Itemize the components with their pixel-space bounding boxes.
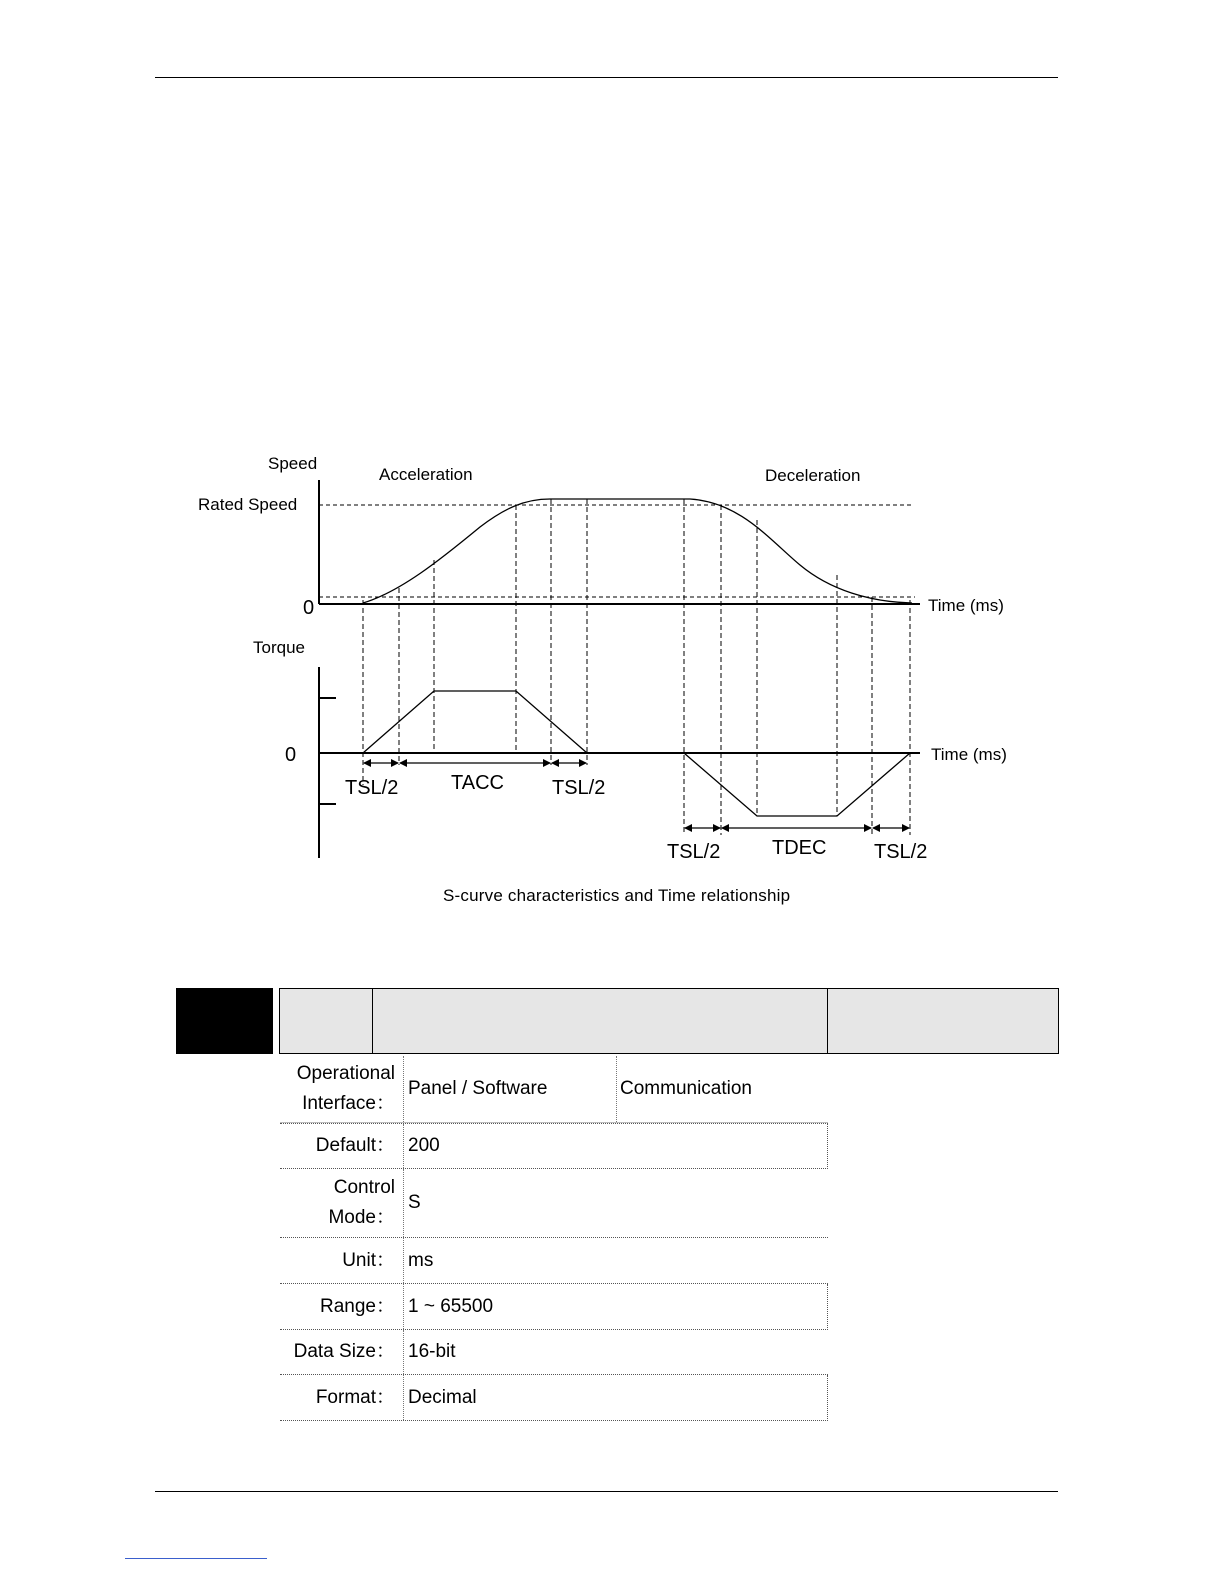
format-row <box>280 1375 828 1421</box>
interface-panel-value: Panel / Software <box>408 1078 548 1099</box>
tsl-label-1: TSL/2 <box>345 777 399 799</box>
control-mode-label <box>280 1169 404 1237</box>
timing-arrows <box>364 763 909 828</box>
interface-label-line1: Operational <box>296 1063 395 1084</box>
torque-axis-label: Torque <box>253 638 305 657</box>
tsl-label-3: TSL/2 <box>667 841 721 863</box>
torque-time-label: Time (ms) <box>931 745 1007 764</box>
default-label: Default： <box>280 1124 404 1168</box>
parameter-table <box>280 1056 828 1421</box>
torque-acceleration-profile <box>363 691 587 753</box>
tsl-label-4: TSL/2 <box>874 841 928 863</box>
range-row <box>280 1284 828 1330</box>
parameter-name-cell <box>372 988 829 1054</box>
acceleration-label: Acceleration <box>379 465 473 484</box>
tacc-label: TACC <box>451 772 504 794</box>
control-mode-value: S <box>408 1192 421 1213</box>
speed-time-label: Time (ms) <box>928 596 1004 615</box>
parameter-address-cell <box>827 988 1059 1054</box>
range-value: 1 ~ 65500 <box>408 1295 494 1317</box>
interface-label-line2: Interface： <box>302 1093 395 1114</box>
speed-axis-label: Speed <box>268 454 318 473</box>
format-label: Format： <box>280 1375 404 1420</box>
torque-zero-label: 0 <box>285 744 297 766</box>
parameter-tab-block <box>176 988 273 1054</box>
parameter-code-cell <box>279 988 374 1054</box>
format-value: Decimal <box>408 1386 477 1408</box>
speed-curve <box>363 499 912 603</box>
torque-deceleration-profile <box>684 753 910 816</box>
deceleration-label: Deceleration <box>765 466 861 485</box>
tdec-label: TDEC <box>772 837 827 859</box>
speed-zero-label: 0 <box>303 597 315 619</box>
data-size-value: 16-bit <box>408 1341 456 1362</box>
interface-comm-value: Communication <box>620 1078 752 1099</box>
default-row <box>280 1123 828 1169</box>
control-mode-label-line2: Mode： <box>328 1207 395 1228</box>
interface-row <box>280 1056 828 1123</box>
unit-value: ms <box>408 1249 434 1271</box>
default-value: 200 <box>408 1135 440 1156</box>
rated-speed-label: Rated Speed <box>198 495 298 514</box>
tsl-label-2: TSL/2 <box>552 777 606 799</box>
range-label: Range： <box>280 1284 404 1329</box>
interface-label <box>280 1056 404 1122</box>
data-size-label: Data Size： <box>280 1330 404 1374</box>
figure-caption: S-curve characteristics and Time relationship <box>443 886 791 905</box>
interface-separator <box>616 1056 617 1122</box>
footer-rule <box>155 1491 1058 1492</box>
timing-guides <box>363 499 910 835</box>
control-mode-label-line1: Control <box>333 1177 395 1198</box>
footer-link-underline <box>125 1558 267 1559</box>
unit-label: Unit： <box>280 1238 404 1283</box>
data-size-row <box>280 1330 828 1375</box>
control-mode-row <box>280 1169 828 1238</box>
unit-row <box>280 1238 828 1284</box>
